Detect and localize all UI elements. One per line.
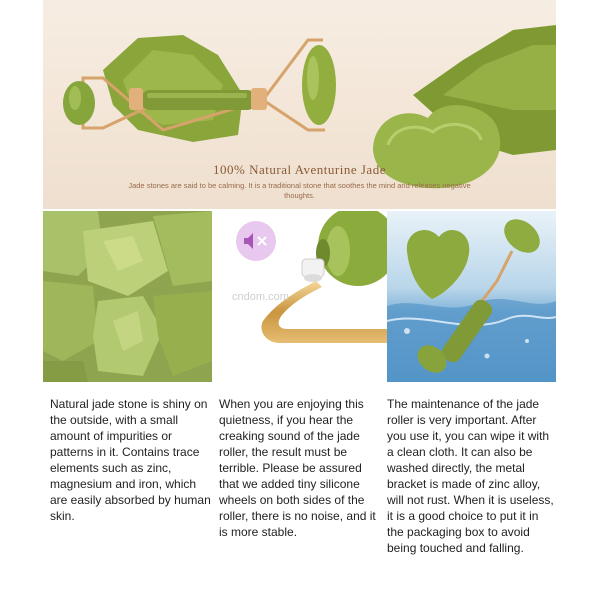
photo-silicone-wheel — [218, 211, 387, 382]
text-column-1: Natural jade stone is shiny on the outside, with a small amount of impurities or patterns in it. Contains trace elements such as zinc, magnesium and iron, which are easily absorbed by human skin. — [50, 397, 211, 523]
large-roller — [302, 45, 336, 125]
text-column-3: The maintenance of the jade roller is very important. After you use it, you can wipe it with a clean cloth. It can also be washed directly, the metal bracket is made of zinc alloy, will not rust. When it is useless, it is a good choice to put it in the packaging box to avoid being touched and falling. — [387, 397, 554, 555]
hero-banner — [43, 0, 556, 209]
water-gua-sha — [407, 230, 469, 299]
watermark: cndom.com — [232, 291, 289, 303]
photo-water-roller — [387, 211, 556, 382]
text-column-2: When you are enjoying this quietness, if you hear the creaking sound of the jade roller, the result must be terrible. Please be assured that we added tiny silicone wheels on both sides of the roller, there is no noise, and it is more stable. — [219, 397, 376, 539]
hero-title: 100% Natural Aventurine Jade — [213, 162, 386, 177]
photo-raw-jade — [43, 211, 212, 382]
mute-icon — [242, 231, 272, 251]
hero-subtitle: Jade stones are said to be calming. It is a traditional stone that soothes the mind and releases negative thoughts. — [128, 181, 471, 200]
water-image — [387, 211, 556, 382]
raw-jade-image — [43, 211, 212, 382]
